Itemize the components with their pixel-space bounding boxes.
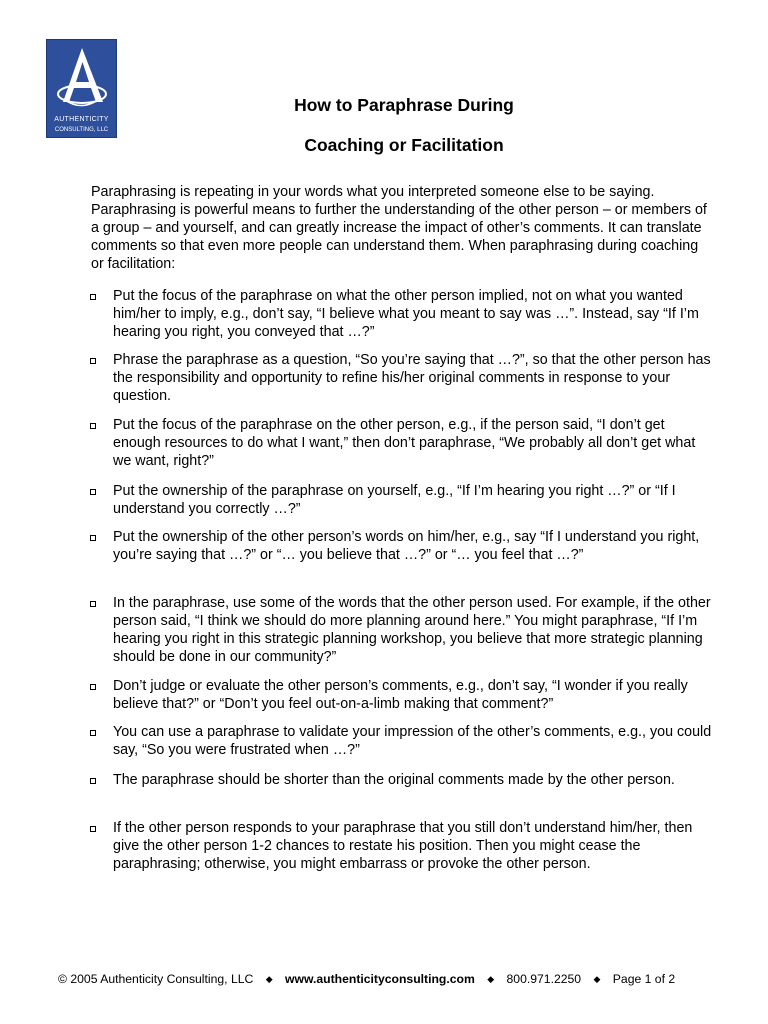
list-item-text: In the paraphrase, use some of the words that the other person used. For example, if the other person said, “I think we should do more planning around here.” You might paraphrase, “If I’m hearing you right in this strategic planning workshop, you believe that more strategic planning should be done in our community?” [113,595,711,665]
footer-copyright: © 2005 Authenticity Consulting, LLC [58,972,254,986]
list-item-text: If the other person responds to your paraphrase that you still don’t understand him/her, then give the other person 1-2 chances to restate his position. Then you might cease the paraphrasing; otherwise, you might embarrass or provoke the other person. [113,820,693,872]
list-item-text: Put the focus of the paraphrase on the other person, e.g., if the person said, “I don’t get enough resources to do what I want,” then don’t paraphrase, “We probably all don’t get what we want, right?” [113,417,696,469]
footer-website-link[interactable]: www.authenticityconsulting.com [285,972,475,986]
footer-page-number: Page 1 of 2 [612,972,676,986]
checkbox-bullet-icon [90,684,96,690]
list-item-text: Put the focus of the paraphrase on what the other person implied, not on what you wanted him/her to imply, e.g., don’t say, “I believe what you meant to say was …”. Instead, say “If I’m hearing you right, you conveyed that …?” [113,288,699,340]
list-item-text: You can use a paraphrase to validate your impression of the other’s comments, e.g., you could say, “So you were frustrated when …?” [113,724,712,758]
logo-subtitle: CONSULTING, LLC [54,127,109,133]
diamond-separator-icon: ◆ [593,974,601,984]
footer-phone: 800.971.2250 [506,972,582,986]
checkbox-bullet-icon [90,489,96,495]
list-item-text: Put the ownership of the paraphrase on yourself, e.g., “If I’m hearing you right …?” or “If I understand you correctly …?” [113,483,676,517]
list-item-text: The paraphrase should be shorter than the original comments made by the other person. [113,772,675,788]
list-item-text: Put the ownership of the other person’s words on him/her, e.g., say “If I understand you right, you’re saying that …?” or “… you believe that …?” or “… you feel that …?” [113,529,700,563]
checkbox-bullet-icon [90,601,96,607]
page-title-line-2: Coaching or Facilitation [304,135,504,155]
page-title-line-1: How to Paraphrase During [294,95,514,115]
checkbox-bullet-icon [90,535,96,541]
checkbox-bullet-icon [90,778,96,784]
checkbox-bullet-icon [90,730,96,736]
intro-paragraph: Paraphrasing is repeating in your words what you interpreted someone else to be saying. Paraphrasing is powerful means to further the understanding of the other person – or members of a group – and yourself, and can greatly increase the impact of other’s comments. It can translate comments so that even more people can understand them. When paraphrasing during coaching or facilitation: [91,184,707,272]
checkbox-bullet-icon [90,358,96,364]
list-item-text: Phrase the paraphrase as a question, “So you’re saying that …?”, so that the other person has the responsibility and opportunity to refine his/her original comments in response to your question. [113,352,711,404]
list-item-text: Don’t judge or evaluate the other person’s comments, e.g., don’t say, “I wonder if you really believe that?” or “Don’t you feel out-on-a-limb making that comment?” [113,678,688,712]
checkbox-bullet-icon [90,423,96,429]
checkbox-bullet-icon [90,294,96,300]
diamond-separator-icon: ◆ [265,974,273,984]
logo-name: AUTHENTICITY [54,116,109,123]
checkbox-bullet-icon [90,826,96,832]
page-footer [58,971,718,987]
diamond-separator-icon: ◆ [487,974,495,984]
company-logo [46,39,117,138]
